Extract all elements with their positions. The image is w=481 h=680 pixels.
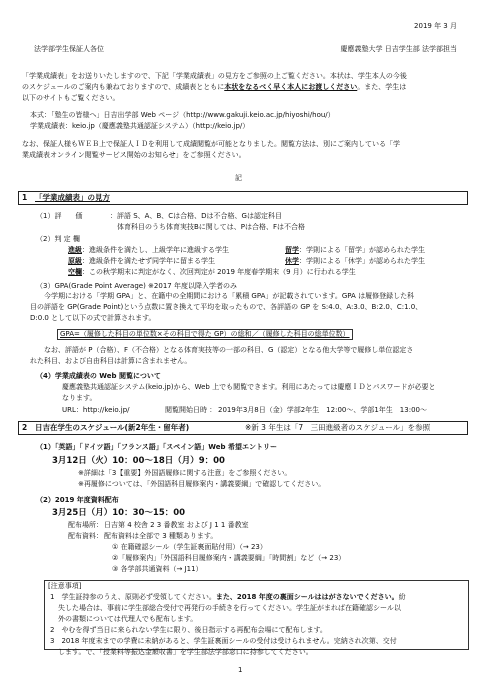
gpa-line-2: 目の評語を GP(Grade Point)という点数に置き換えて平均を取ったもので、各評語の GP を S:4.0、A:3.0、B:2.0、C:1.0、 <box>30 303 423 311</box>
document-date: 2019 年 3 月 <box>414 22 457 30</box>
web-label: （4）学業成績表の Web 閲覧について <box>36 372 161 380</box>
dist-place: 日吉第 4 校舎 2 3 番教室 および J 1 1 番教室 <box>104 521 249 529</box>
web-line-2: なります。 <box>62 394 97 402</box>
gpa-formula: GPA=（履修した科目の単位数×その科目で得た GP）の総和／（履修した科目の総単位数） <box>57 329 353 340</box>
caution-3-text: します。 <box>58 648 86 656</box>
hantei-desc: ：進級条件を満たせず同学年に留まる学生 <box>82 257 215 265</box>
dist-item: ① 在籍確認シール（学生証裏面貼付用）（→ 23） <box>112 543 267 551</box>
web-period-label: 閲覧開始日時 ： <box>165 406 217 414</box>
dist-item: ③ 各学部共通資料（→ J11） <box>112 565 203 573</box>
caution-1-tail: 紛 <box>398 593 406 601</box>
hyoka-line-2: 体育科目のうち体育実技Bに関しては、Pは合格、Fは不合格 <box>117 223 306 231</box>
caution-1-text: 1 学生証持参のうえ、原則必ず受領してください。 <box>50 593 216 601</box>
site-line-2: 学業成績表：keio.jp（慶應義塾共通認証システム）（http://keio.jp/） <box>30 122 250 130</box>
hantei-row-3 <box>68 268 356 277</box>
dist-place-label: 配布場所： <box>68 521 103 529</box>
intro-line-2 <box>22 83 406 92</box>
gpa-note-1: なお、評語が P（合格）、F（不合格）となる体育実技等の一部の科目、G（認定）となる他大学等で履修し単位認定さ <box>44 346 414 354</box>
section-1-number: 1 <box>22 193 28 202</box>
entry-label: （1）「英語」「ドイツ語」「フランス語」「スペイン語」Web 希望エントリー <box>36 443 277 451</box>
dist-items-label: 配布資料： <box>68 532 103 540</box>
entry-date: 3月12日（火）10：00〜18日（月）9：00 <box>52 456 225 466</box>
online-note-1: なお、保証人様もＷＥＢ上で保証人ＩＤを利用して成績閲覧が可能となりました。閲覧方法は、別にご案内している「学 <box>22 140 400 148</box>
sender: 慶應義塾大学 日吉学生部 法学部担当 <box>340 45 457 53</box>
dist-items-head: 配布資料は全部で 3 種類あります。 <box>104 532 218 540</box>
section-2-note: ※新 3 年生は「7 三田進級者のスケジュール」を参照 <box>245 423 431 432</box>
hyoka-label: （1）評 価 <box>36 212 83 220</box>
hantei-desc: ：この秋学期末に判定がなく、次回判定が 2019 年度春学期末（9 月）に行われる学生 <box>82 268 356 276</box>
hyoka-line-1: ：評語 S、A、B、Cは合格、Dは不合格、Gは認定科目 <box>110 212 282 220</box>
hantei-label: （2）判 定 欄 <box>36 235 80 243</box>
caution-1-emphasis: また、2018 年度の裏面シールははがさないでください。 <box>215 593 399 601</box>
hantei-term: 留学 <box>285 246 299 254</box>
dist-item: ②「履修案内」「外国語科目履修案内・講義要綱」「時間割」など（→ 23） <box>112 554 346 562</box>
dist-label: （2）2019 年度資料配布 <box>36 496 119 504</box>
dist-date: 3月25日（月）10：30〜15：00 <box>52 508 186 518</box>
cautions-title: [注意事項] <box>48 582 82 590</box>
intro-line-2-text: のスケジュールのご案内も兼ねておりますので、成績表とともに <box>22 83 225 91</box>
gpa-label: （3）GPA(Grade Point Average) ※2017 年度以降入学者のみ <box>36 282 237 290</box>
caution-3-tail: で、「授業料等振込金額収書」を学生部法学部窓口に持参してください。 <box>85 648 313 656</box>
hantei-term: 休学 <box>285 257 299 265</box>
hantei-row-2b <box>285 257 425 266</box>
hantei-desc: ：学則による「休学」が認められた学生 <box>299 257 425 265</box>
site-line-1: 本式：「塾生の皆様へ」日吉出学部 Web ページ（http://www.gakuji.keio.ac.jp/hiyoshi/hou/） <box>30 111 335 119</box>
caution-1-line-2: 失した場合は、事前に学生部総合受付で再発行の手続きを行ってください。学生証がまれば在籍確認シール以 <box>58 604 401 612</box>
intro-line-1: 「学業成績表」をお送りいたしますので、下記「学業成績表」の見方をご参照の上ご覧ください。本状は、学生本人の今後 <box>22 72 407 80</box>
addressee: 法学部学生保証人各位 <box>34 45 104 53</box>
hantei-row-1 <box>68 246 229 255</box>
web-url[interactable]: URL：http://keio.jp/ <box>62 406 130 414</box>
hantei-row-1b <box>285 246 425 255</box>
section-2-header <box>18 421 468 435</box>
entry-note-2: ※再履修については、「外国語科目履修案内・講義要綱」で確認してください。 <box>78 480 326 488</box>
caution-1-line-3: 外の書類については代理人でも配布します。 <box>58 615 198 623</box>
online-note-2: 業成績表オンライン閲覧サービス開始のお知らせ」をご参照ください。 <box>22 151 246 159</box>
web-line-1: 慶應義塾共通認証システム(keio.jp)から、Web 上でも閲覧できます。利用にあたっては慶應ＩＤとパスワードが必要と <box>62 383 436 391</box>
page-number: 1 <box>238 666 243 674</box>
caution-3-line-2 <box>58 648 313 657</box>
intro-line-2-tail: 。また、学生は <box>357 83 407 91</box>
ki-heading: 記 <box>235 174 242 182</box>
section-2-title: 日吉在学生のスケジュール(新2年生・留年者) <box>35 423 190 432</box>
hantei-term: 空欄 <box>68 268 82 276</box>
section-2-number: 2 <box>22 423 28 432</box>
hantei-term: 原級 <box>68 257 82 265</box>
caution-2: 2 やむを得ず当日に来られない学生に限り、後日指示する再配布会場にて配布します。 <box>50 626 327 634</box>
section-1-header <box>18 191 468 205</box>
hantei-term: 進級 <box>68 246 82 254</box>
caution-1-line-1 <box>50 593 406 602</box>
gpa-line-1: 今学期における「学期 GPA」と、在籍中の全期間における「累積 GPA」が記載されています。GPA は履修登録した科 <box>44 292 415 300</box>
web-period: 2019年3月8日（金）学部2年生 12:00〜、学部1年生 13:00〜 <box>218 406 427 414</box>
intro-line-3: 以下のサイトもご覧ください。 <box>22 94 120 102</box>
section-1-title: 「学業成績表」の見方 <box>35 193 110 202</box>
hantei-desc: ：学則による「留学」が認められた学生 <box>299 246 425 254</box>
gpa-line-3: D:0.0 として以下の式で計算されます。 <box>30 314 156 322</box>
entry-note-1: ※詳細は「3【重要】外国語履修に関する注意」をご参照ください。 <box>78 469 292 477</box>
gpa-note-2: れた科目、および自由科目は計算に含まれません。 <box>30 357 192 365</box>
hantei-desc: ：進級条件を満たし、上級学年に進級する学生 <box>82 246 229 254</box>
caution-3-line-1: 3 2018 年度末までの学費に未納があると、学生証裏面シールの受付は受けられません。完納され次第、交付 <box>50 637 397 645</box>
intro-emphasis: 本状をなるべく早く本人にお渡しください <box>224 83 358 91</box>
hantei-row-2 <box>68 257 215 266</box>
